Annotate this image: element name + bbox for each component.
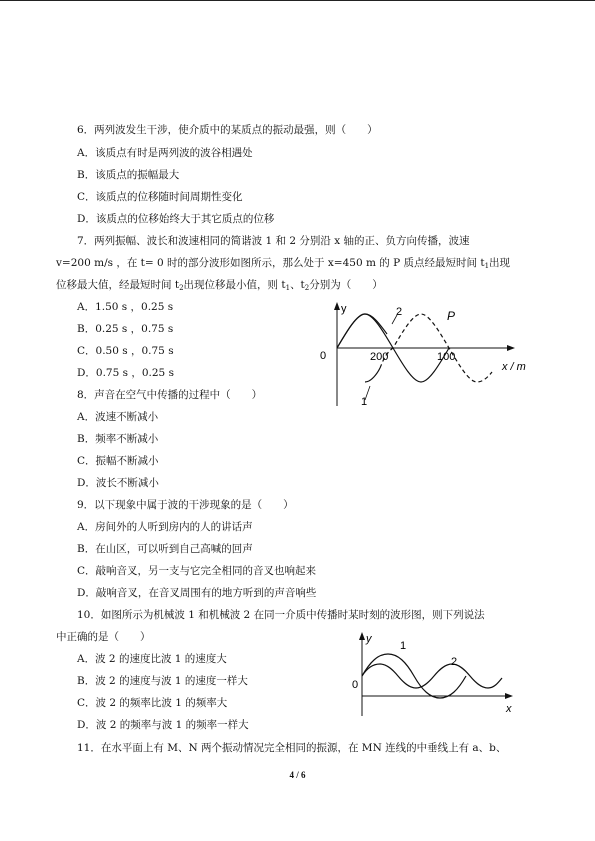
q7-y-arrow — [334, 302, 340, 310]
q10-origin-label: 0 — [352, 679, 359, 691]
q7-wave-2-label: 2 — [396, 306, 403, 318]
q7-line3-sub2: 2 — [304, 284, 310, 292]
q7-x-arrow — [507, 345, 515, 351]
q7-y-label: y — [341, 303, 347, 315]
q10-option-d: D．波 2 的频率与波 1 的频率一样大 — [77, 719, 249, 731]
q6-option-c: C．该质点的位移随时间周期性变化 — [77, 191, 243, 203]
q7-option-c: C．0.50 s ，0.75 s — [77, 345, 174, 357]
q10-wave-figure — [340, 628, 530, 720]
q7-x-label: x / m — [502, 361, 526, 373]
q7-wave-1-label: 1 — [361, 396, 368, 408]
q7-line2-text: v=200 m/s ，在 t= 0 时的部分波形如图所示，那么处于 x=450 m 的 P 质点经最短时间 t — [56, 257, 485, 269]
q9-stem: 9．以下现象中属于波的干涉现象的是（ ） — [77, 499, 294, 511]
q7-option-a: A．1.50 s ，0.25 s — [77, 301, 174, 313]
q6-stem: 6．两列波发生干涉，使介质中的某质点的振动最强，则（ ） — [77, 124, 378, 136]
q7-wave-2-solid — [337, 314, 387, 348]
q6-option-b: B．该质点的振幅最大 — [77, 169, 180, 181]
q7-option-b: B．0.25 s ，0.75 s — [77, 323, 174, 335]
q7-line3-c: 、t — [290, 279, 305, 291]
q10-y-arrow — [359, 632, 365, 640]
q10-option-a: A．波 2 的速度比波 1 的速度大 — [77, 653, 227, 665]
q7-wave-2-solid-b — [365, 368, 380, 382]
q7-stem-line1: 7．两列振幅、波长和波速相同的简谐波 1 和 2 分别沿 x 轴的正、负方向传播，波速 — [77, 235, 470, 247]
q10-stem-line2: 中正确的是（ ） — [56, 631, 151, 643]
q7-line3-sub: 2 — [179, 284, 184, 292]
q10-x-label: x — [506, 703, 512, 715]
q8-option-a: A．波速不断减小 — [77, 411, 159, 423]
q7-line2-end: 出现 — [489, 257, 511, 269]
q9-option-d: D．敲响音叉，在音叉周围有的地方听到的声音响些 — [77, 587, 317, 599]
q7-line2-sub: 1 — [484, 262, 490, 270]
q10-wave-2-label: 2 — [451, 656, 458, 668]
q6-option-d: D．该质点的位移始终大于其它质点的位移 — [77, 213, 275, 225]
q9-option-c: C．敲响音叉，另一支与它完全相同的音叉也响起来 — [77, 565, 317, 577]
q7-tick-100: 100 — [437, 351, 456, 363]
q8-stem: 8．声音在空气中传播的过程中（ ） — [77, 389, 263, 401]
q10-stem-line1: 10．如图所示为机械波 1 和机械波 2 在同一介质中传播时某时刻的波形图，则下列说法 — [77, 609, 485, 621]
q10-wave-1-label: 1 — [400, 640, 407, 652]
q7-tick-200: 200 — [370, 351, 389, 363]
q7-line3-sub1: 1 — [285, 284, 291, 292]
top-rule — [0, 0, 595, 1]
q10-y-label: y — [366, 633, 372, 645]
q9-option-a: A．房间外的人听到房内的人的讲话声 — [77, 521, 253, 533]
q8-option-b: B．频率不断减小 — [77, 433, 159, 445]
q7-line3-a: 位移最大值，经最短时间 t — [56, 279, 180, 291]
q7-stem-line3 — [56, 278, 383, 295]
q7-wave-figure — [312, 298, 542, 408]
q11-stem-line1: 11．在水平面上有 M、N 两个振动情况完全相同的振源，在 MN 连线的中垂线上有 a、b、 — [77, 742, 507, 754]
q10-option-b: B．波 2 的速度与波 1 的速度一样大 — [77, 675, 248, 687]
q7-line3-b: 出现位移最小值，则 t — [183, 279, 286, 291]
q9-option-b: B．在山区，可以听到自己高喊的回声 — [77, 543, 253, 555]
q7-point-p-label: P — [447, 309, 456, 323]
q10-x-arrow — [505, 693, 513, 699]
q7-line3-d: 分别为（ ） — [309, 279, 383, 291]
page-number: 4 / 6 — [289, 770, 306, 780]
q8-option-c: C．振幅不断减小 — [77, 455, 159, 467]
q10-wave-2 — [362, 664, 502, 688]
q7-option-d: D．0.75 s ，0.25 s — [77, 367, 174, 379]
q7-origin-label: 0 — [320, 350, 327, 362]
q6-option-a: A．该质点有时是两列波的波谷相遇处 — [77, 147, 253, 159]
q7-stem-line2 — [56, 256, 510, 273]
q10-option-c: C．波 2 的频率比波 1 的频率大 — [77, 697, 228, 709]
q8-option-d: D．波长不断减小 — [77, 477, 159, 489]
